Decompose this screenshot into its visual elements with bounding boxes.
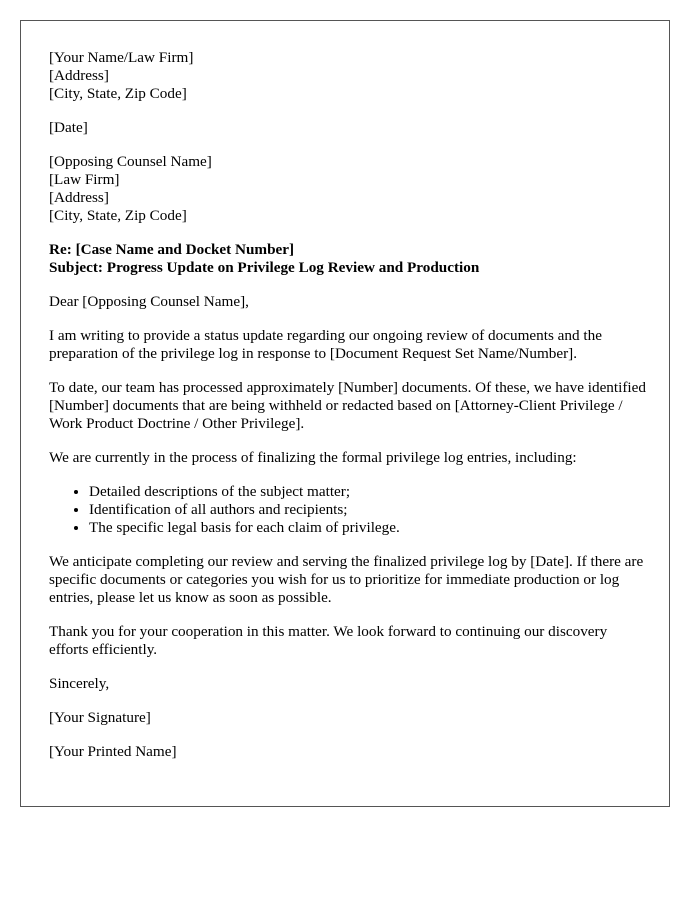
privilege-log-list (49, 483, 649, 537)
recipient-city-state-zip: [City, State, Zip Code] (49, 207, 187, 224)
reference-block (49, 241, 649, 277)
body-paragraph-1: I am writing to provide a status update regarding our ongoing review of documents and the preparation of the privilege log in response to [Document Request Set Name/Number]. (49, 327, 602, 362)
subject-line: Subject: Progress Update on Privilege Log Review and Production (49, 259, 480, 276)
sender-name: [Your Name/Law Firm] (49, 49, 194, 66)
list-item: • Detailed descriptions of the subject matter; (89, 483, 649, 501)
sender-city-state-zip: [City, State, Zip Code] (49, 85, 187, 102)
body-paragraph-4: We anticipate completing our review and serving the finalized privilege log by [Date]. If there are specific documents or categories you wish for us to prioritize for immediate production or log entries, please let us know as soon as possible. (49, 553, 644, 606)
recipient-address: [Address] (49, 189, 109, 206)
body-paragraph-5: Thank you for your cooperation in this matter. We look forward to continuing our discovery efforts efficiently. (49, 623, 608, 658)
body-paragraph-3: We are currently in the process of finalizing the formal privilege log entries, including: (49, 449, 577, 466)
printed-name: [Your Printed Name] (49, 743, 177, 760)
list-item: • The specific legal basis for each claim of privilege. (89, 519, 649, 537)
letter-page (20, 20, 670, 807)
re-line: Re: [Case Name and Docket Number] (49, 241, 295, 258)
letter-date: [Date] (49, 119, 88, 136)
sender-block (49, 49, 649, 103)
body-paragraph-2: To date, our team has processed approximately [Number] documents. Of these, we have identified [Number] documents that are being withheld or redacted based on [Attorney-Client Privilege / Work Product Doctrine / Other Privilege]. (49, 379, 646, 432)
recipient-firm: [Law Firm] (49, 171, 120, 188)
closing: Sincerely, (49, 675, 110, 692)
sender-address: [Address] (49, 67, 109, 84)
recipient-block (49, 153, 649, 225)
list-item: • Identification of all authors and recipients; (89, 501, 649, 519)
salutation: Dear [Opposing Counsel Name], (49, 293, 249, 310)
signature: [Your Signature] (49, 709, 151, 726)
recipient-name: [Opposing Counsel Name] (49, 153, 212, 170)
